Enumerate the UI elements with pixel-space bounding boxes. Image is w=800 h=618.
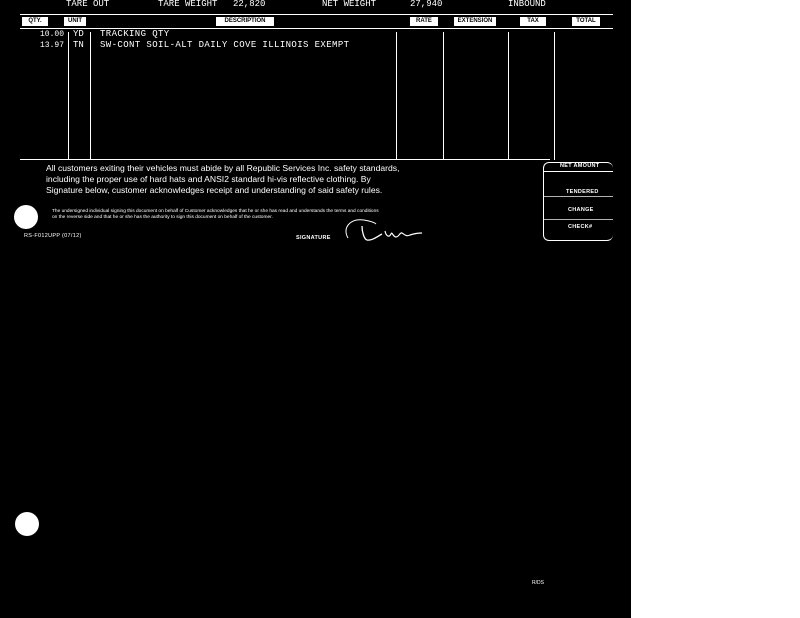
- corner-code: R/DS: [532, 580, 544, 586]
- table-bottom-rule: [20, 159, 550, 160]
- header-description: DESCRIPTION: [216, 17, 274, 26]
- payment-divider: [543, 171, 613, 172]
- tare-weight-value: 22,820: [233, 0, 266, 9]
- notice-line: All customers exiting their vehicles must abide by all Republic Services Inc. safety standards,: [46, 163, 400, 173]
- notice-line: including the proper use of hard hats and ANSI2 standard hi-vis reflective clothing. By: [46, 174, 371, 184]
- net-weight-label: NET WEIGHT: [322, 0, 377, 9]
- row-qty: 13.97: [39, 41, 64, 50]
- form-number: RS-F012UPP (07/12): [24, 233, 82, 239]
- punch-hole: [15, 512, 39, 536]
- customer-signature: [340, 212, 440, 246]
- header-unit: UNIT: [64, 17, 86, 26]
- check-number-label: CHECK#: [568, 224, 593, 230]
- fine-print-line: The undersigned individual signing this document on behalf of Customer acknowledges that he or she has read and understands the terms and conditions: [52, 209, 379, 214]
- header-tax: TAX: [520, 17, 546, 26]
- column-divider: [396, 32, 397, 160]
- change-label: CHANGE: [568, 207, 594, 213]
- column-divider: [554, 32, 555, 160]
- tare-weight-label: TARE WEIGHT: [158, 0, 218, 9]
- table-top-rule: [20, 14, 613, 15]
- header-rate: RATE: [410, 17, 438, 26]
- signature-label: SIGNATURE: [296, 235, 331, 241]
- column-divider: [443, 32, 444, 160]
- tendered-label: TENDERED: [566, 189, 599, 195]
- row-unit: YD: [73, 29, 84, 39]
- header-total: TOTAL: [572, 17, 600, 26]
- column-divider: [68, 32, 69, 160]
- column-divider: [508, 32, 509, 160]
- line-items-table: [20, 14, 613, 160]
- punch-hole: [14, 205, 38, 229]
- row-description: TRACKING QTY: [100, 29, 170, 39]
- payment-divider: [543, 219, 613, 220]
- direction-value: INBOUND: [508, 0, 546, 9]
- row-description: SW-CONT SOIL-ALT DAILY COVE ILLINOIS EXEMPT: [100, 40, 350, 50]
- net-amount-label: NET AMOUNT: [560, 163, 600, 169]
- notice-line: Signature below, customer acknowledges receipt and understanding of said safety rules.: [46, 185, 383, 195]
- safety-notice: [46, 163, 399, 196]
- column-divider: [90, 32, 91, 160]
- row-unit: TN: [73, 40, 84, 50]
- net-weight-value: 27,940: [410, 0, 443, 9]
- tare-out-label: TARE OUT: [66, 0, 110, 9]
- header-qty: QTY.: [22, 17, 48, 26]
- row-qty: 10.00: [39, 30, 64, 39]
- payment-divider: [543, 196, 613, 197]
- acknowledgment-fine-print: [52, 209, 379, 221]
- header-extension: EXTENSION: [454, 17, 496, 26]
- fine-print-line: on the reverse side and that he or she has the authority to sign this document on behalf of the customer.: [52, 215, 273, 220]
